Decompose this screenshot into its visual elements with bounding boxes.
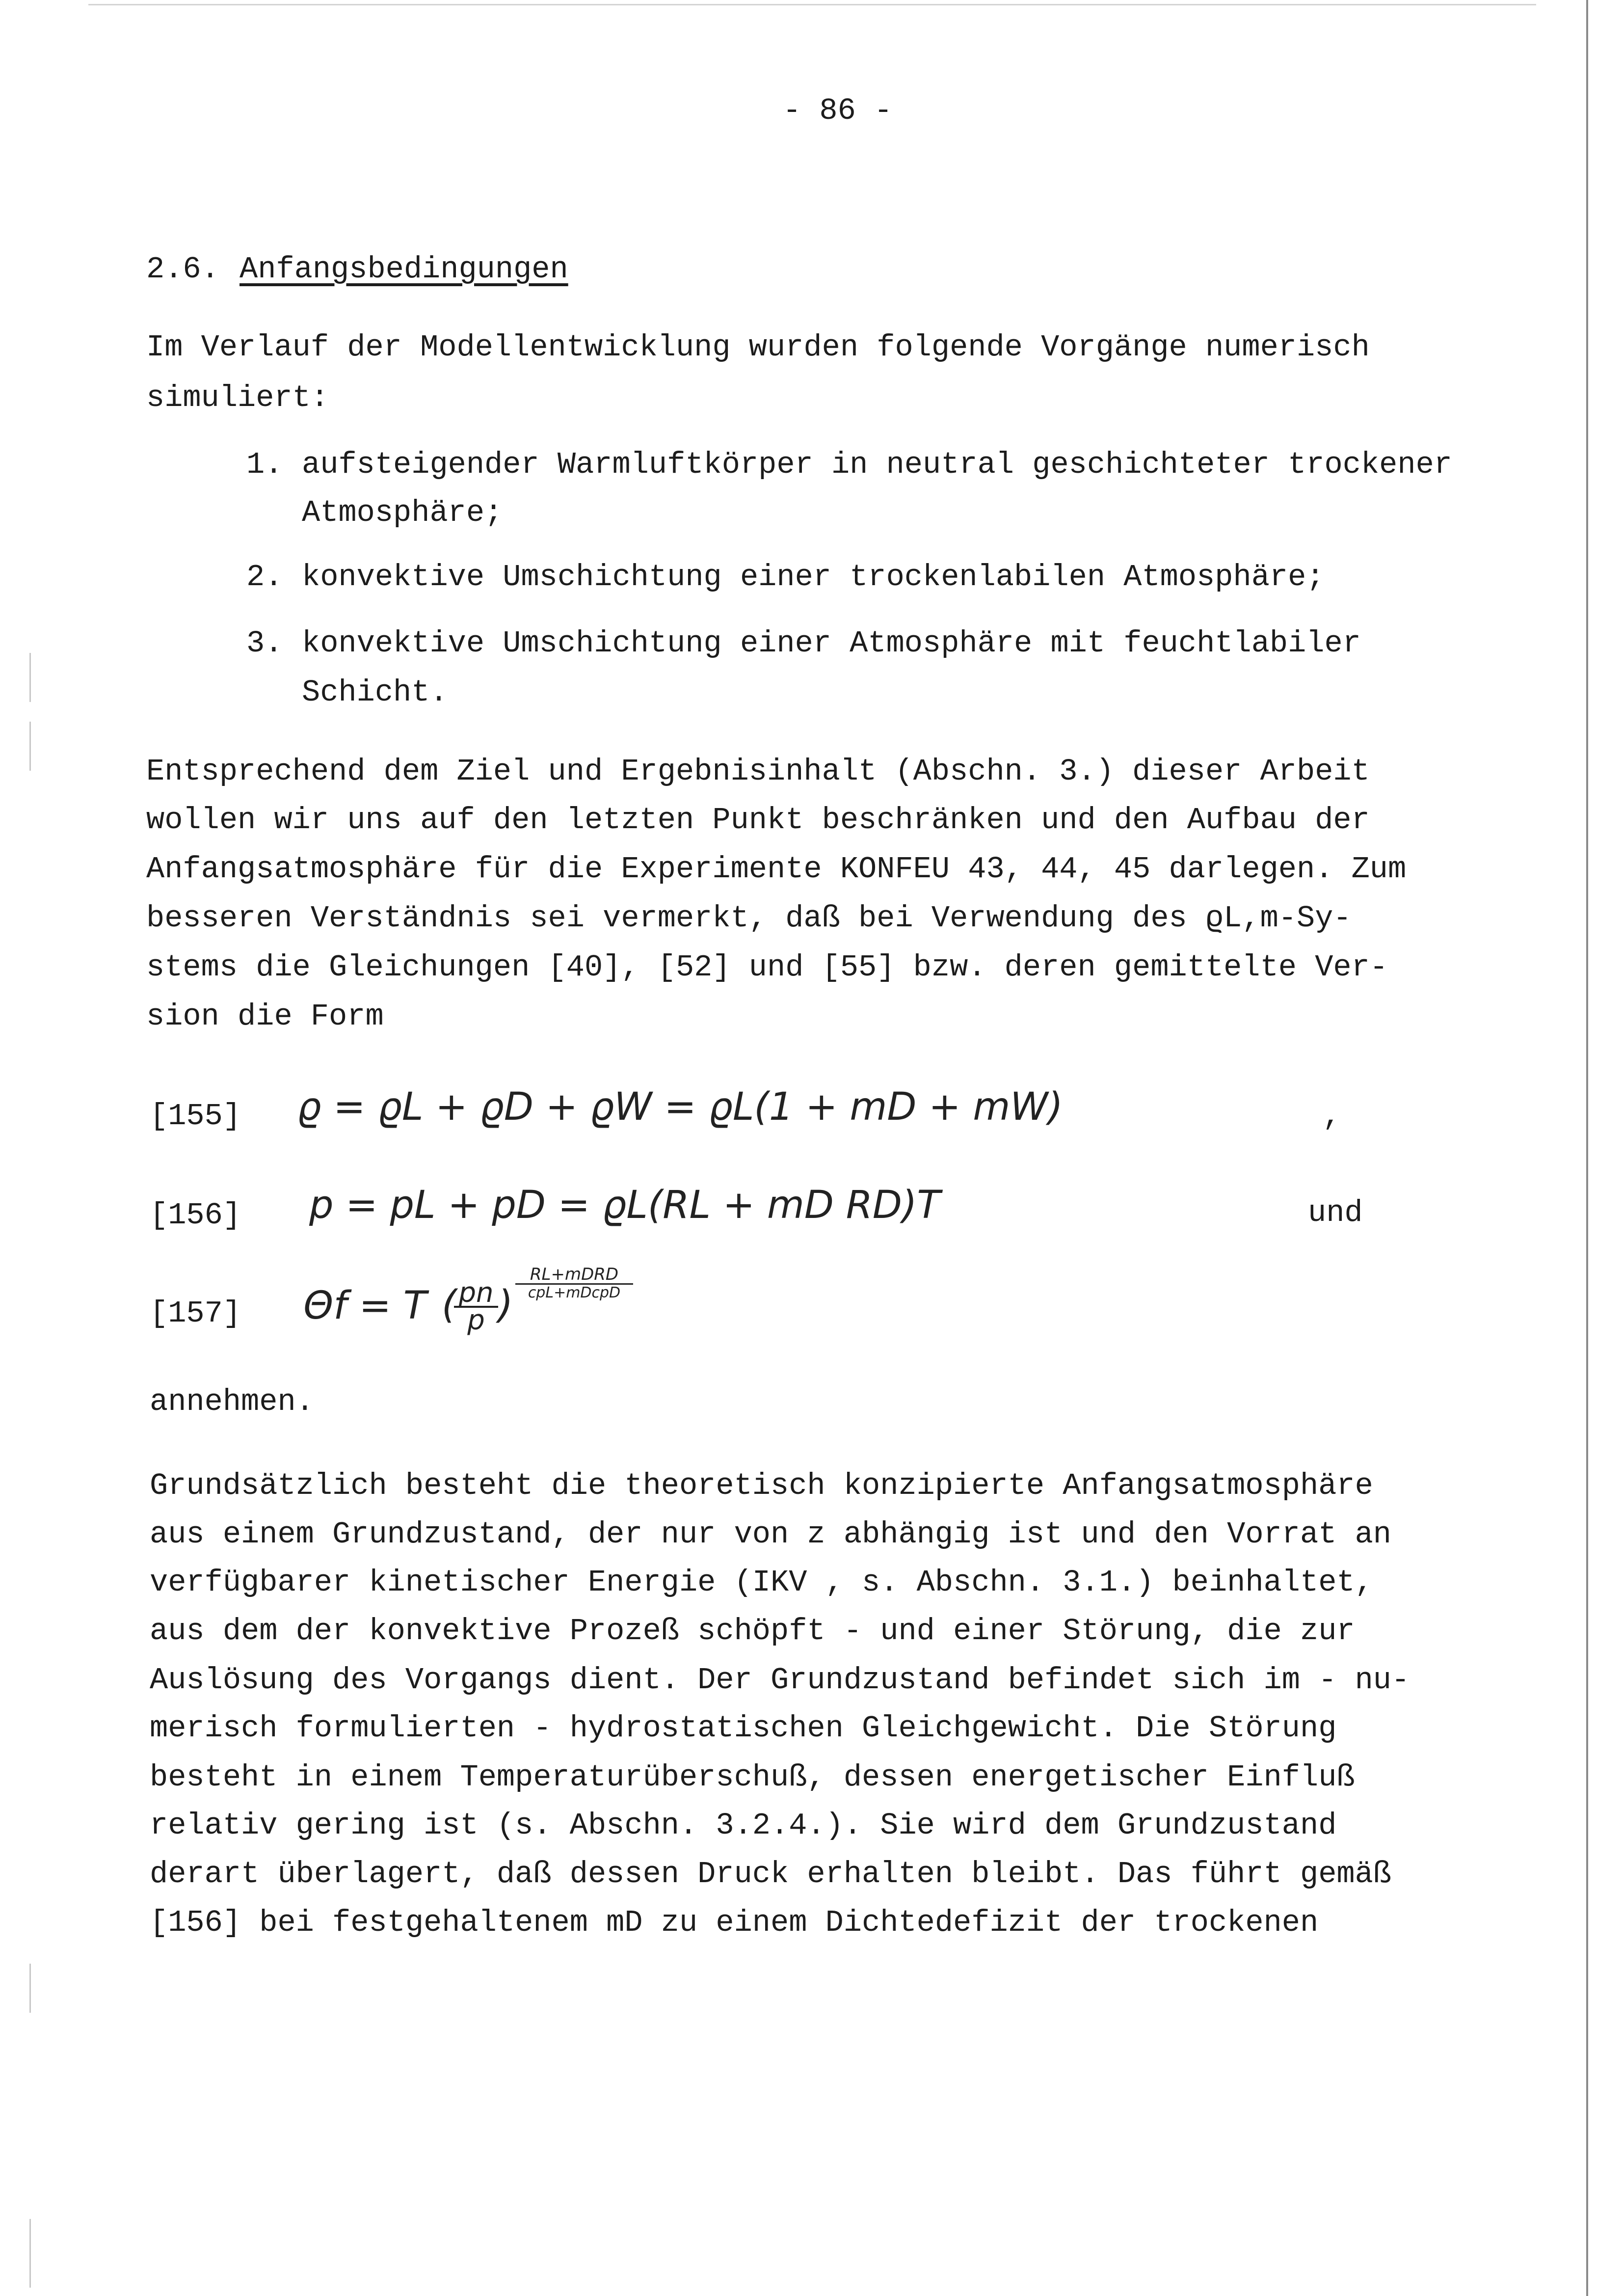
paragraph-line: aus einem Grundzustand, der nur von z abhängig ist und den Vorrat an [150,1517,1392,1552]
paragraph-line: stems die Gleichungen [40], [52] und [55] bzw. deren gemittelte Ver- [146,950,1388,985]
paragraph-line: sion die Form [146,999,384,1034]
exponent-fraction [515,1266,633,1301]
pressure-ratio [454,1277,498,1336]
exponent-den: cpL+mDcpD [528,1284,621,1301]
pressure-ratio-den: p [467,1304,485,1336]
equation-157-formula: Θf = T [303,1284,427,1328]
paragraph-line: verfügbarer kinetischer Energie (IKV , s. Abschn. 3.1.) beinhaltet, [150,1565,1373,1600]
equation-number: [157] [150,1296,241,1331]
equation-suffix: und [1308,1195,1363,1230]
paragraph-line: Anfangsatmosphäre für die Experimente KONFEU 43, 44, 45 darlegen. Zum [146,852,1407,887]
paragraph-line: besseren Verständnis sei vermerkt, daß bei Verwendung des ϱL,m-Sy- [146,901,1352,936]
paragraph-line: Auslösung des Vorgangs dient. Der Grundzustand befindet sich im - nu- [150,1663,1410,1698]
paragraph-line: aus dem der konvektive Prozeß schöpft - und einer Störung, die zur [150,1614,1355,1648]
list-marker: 2. [246,560,283,594]
scan-mark [29,722,31,771]
section-title: Anfangsbedingungen [239,252,568,287]
exponent-num: RL+mDRD [515,1266,633,1285]
paragraph-line: wollen wir uns auf den letzten Punkt beschränken und den Aufbau der [146,803,1370,837]
list-item-line: konvektive Umschichtung einer trockenlabilen Atmosphäre; [302,560,1325,594]
list-item-line: Schicht. [302,675,448,710]
list-marker: 1. [246,447,283,482]
equation-number: [156] [150,1198,241,1233]
paragraph-line: Entsprechend dem Ziel und Ergebnisinhalt (Abschn. 3.) dieser Arbeit [146,754,1370,789]
list-item-line: aufsteigender Warmluftkörper in neutral geschichteter trockener [302,447,1452,482]
paragraph-line: [156] bei festgehaltenem mD zu einem Dichtedefizit der trockenen [150,1905,1319,1940]
paragraph-line: Grundsätzlich besteht die theoretisch konzipierte Anfangsatmosphäre [150,1468,1373,1503]
equation-155-formula: ϱ = ϱL + ϱD + ϱW = ϱL(1 + mD + mW) [297,1085,1063,1129]
paragraph-line: merisch formulierten - hydrostatischen Gleichgewicht. Die Störung [150,1711,1337,1746]
paragraph-line: derart überlagert, daß dessen Druck erhalten bleibt. Das führt gemäß [150,1857,1392,1891]
list-item-line: Atmosphäre; [302,495,503,530]
paren-close: ) [498,1283,513,1327]
paragraph-line: besteht in einem Temperaturüberschuß, dessen energetischer Einfluß [150,1760,1355,1795]
paragraph-line: relativ gering ist (s. Abschn. 3.2.4.). Sie wird dem Grundzustand [150,1808,1337,1843]
paragraph-line: annehmen. [150,1384,314,1419]
intro-line: Im Verlauf der Modellentwicklung wurden folgende Vorgänge numerisch [146,330,1370,365]
section-number: 2.6. [146,252,219,287]
list-marker: 3. [246,626,283,661]
equation-suffix: , [1323,1099,1341,1134]
scan-edge-right [1586,0,1588,2296]
pressure-ratio-num: pn [454,1280,498,1308]
paren-open: ( [442,1283,457,1327]
list-item-line: konvektive Umschichtung einer Atmosphäre mit feuchtlabiler [302,626,1361,661]
intro-line: simuliert: [146,380,329,415]
scan-mark [29,2219,31,2288]
scan-edge-top [88,4,1536,5]
equation-156-formula: p = pL + pD = ϱL(RL + mD RD)T [309,1183,941,1227]
scan-mark [29,1964,31,2013]
equation-number: [155] [150,1099,241,1134]
page-number: - 86 - [783,93,893,128]
scan-mark [29,653,31,702]
